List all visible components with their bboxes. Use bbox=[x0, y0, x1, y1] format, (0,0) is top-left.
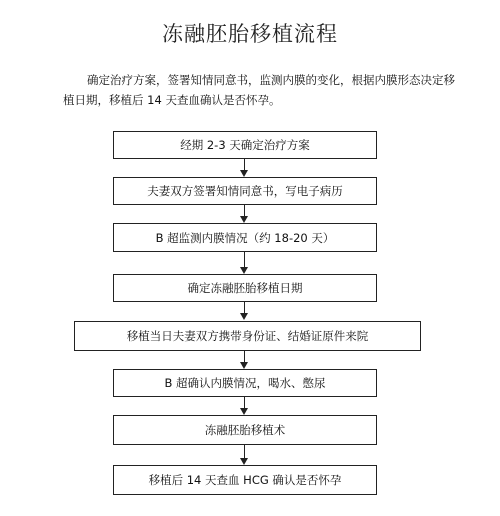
flow-connector-4 bbox=[244, 302, 245, 313]
page-title: 冻融胚胎移植流程 bbox=[162, 22, 338, 46]
flow-connector-1 bbox=[244, 159, 245, 170]
flow-arrow-4-icon bbox=[240, 313, 248, 320]
flow-step-4 bbox=[113, 274, 377, 302]
flow-connector-6 bbox=[244, 397, 245, 408]
flow-step-6-label: B 超确认内膜情况，喝水、憋尿 bbox=[164, 376, 326, 390]
flow-arrow-2-icon bbox=[240, 216, 248, 223]
flow-step-4-label: 确定冻融胚胎移植日期 bbox=[187, 281, 303, 295]
flow-connector-5 bbox=[244, 351, 245, 362]
flow-arrow-7-icon bbox=[240, 458, 248, 465]
flow-arrow-1-icon bbox=[240, 170, 248, 177]
flow-step-8-label: 移植后 14 天查血 HCG 确认是否怀孕 bbox=[148, 473, 342, 487]
flow-step-1-label: 经期 2-3 天确定治疗方案 bbox=[180, 138, 310, 152]
flow-connector-3 bbox=[244, 252, 245, 267]
flow-step-7 bbox=[113, 415, 377, 445]
flow-step-3-label: B 超监测内膜情况（约 18-20 天） bbox=[155, 230, 335, 245]
flow-arrow-5-icon bbox=[240, 362, 248, 369]
flow-step-5-label: 移植当日夫妻双方携带身份证、结婚证原件来院 bbox=[126, 329, 369, 343]
flow-step-8 bbox=[113, 465, 377, 495]
flow-step-1 bbox=[113, 131, 377, 159]
flow-step-7-label: 冻融胚胎移植术 bbox=[204, 423, 286, 437]
flow-step-6 bbox=[113, 369, 377, 397]
flow-step-3 bbox=[113, 223, 377, 252]
flow-step-2 bbox=[113, 177, 377, 205]
flow-step-5 bbox=[74, 321, 421, 351]
flow-arrow-3-icon bbox=[240, 267, 248, 274]
flow-connector-7 bbox=[244, 445, 245, 458]
flow-arrow-6-icon bbox=[240, 408, 248, 415]
flow-connector-2 bbox=[244, 205, 245, 216]
intro-paragraph: 确定治疗方案，签署知情同意书，监测内膜的变化，根据内膜形态决定移植日期，移植后 14 天查血确认是否怀孕。 bbox=[63, 73, 455, 107]
flow-step-2-label: 夫妻双方签署知情同意书，写电子病历 bbox=[147, 184, 343, 198]
